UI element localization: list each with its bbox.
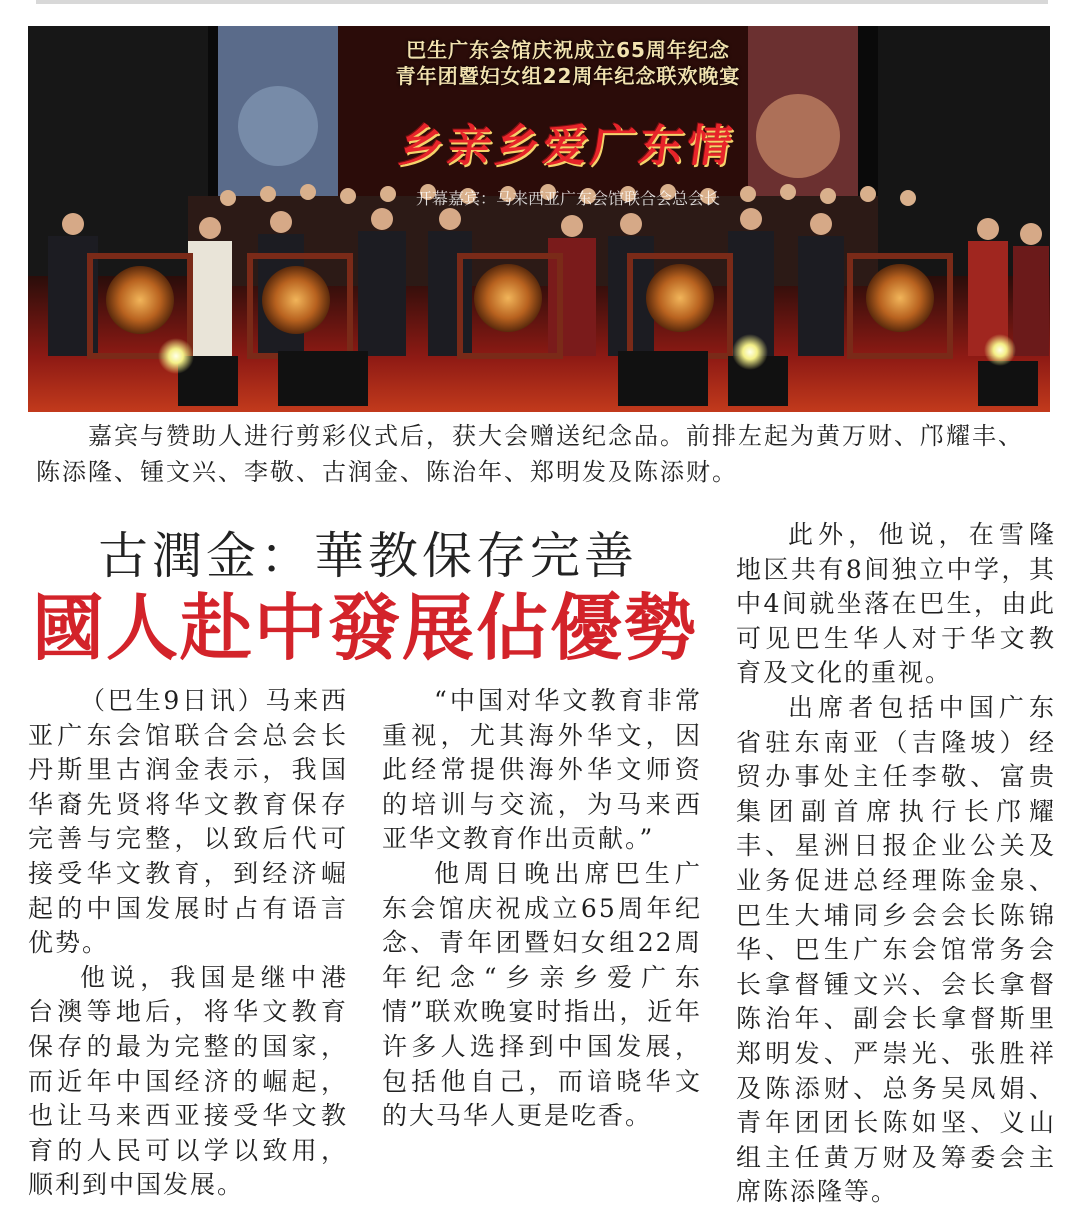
- article-headline: 國人赴中發展佔優勢: [32, 585, 699, 670]
- article-column-3: [736, 518, 1056, 1210]
- paragraph: 此外，他说，在雪隆地区共有8间独立中学，其中4间就坐落在巴生，由此可见巴生华人对于华文教育及文化的重视。: [736, 520, 1056, 688]
- banner-subtext: 开幕嘉宾：马来西亚广东会馆联合会总会长: [415, 189, 720, 208]
- article-kicker: 古潤金：華教保存完善: [98, 527, 638, 585]
- paragraph: 他周日晚出席巴生广东会馆庆祝成立65周年纪念、青年团暨妇女组22周年纪念“乡亲乡爱广东情”联欢晚宴时指出，近年许多人选择到中国发展，包括他自己，而谙晓华文的大马华人更是吃香。: [382, 858, 702, 1131]
- banner-line-2: 青年团暨妇女组22周年纪念联欢晚宴: [395, 64, 741, 88]
- article-column-1: [28, 684, 348, 1203]
- top-rule: [36, 0, 1048, 4]
- banner-title: 乡亲乡爱广东情: [395, 121, 739, 172]
- banner-line-1: 巴生广东会馆庆祝成立65周年纪念: [406, 38, 730, 62]
- photo-caption: 嘉宾与赞助人进行剪彩仪式后，获大会赠送纪念品。前排左起为黄万财、邝耀丰、陈添隆、锺文兴、李敬、古润金、陈治年、郑明发及陈添财。: [36, 422, 1024, 486]
- article-column-2: [382, 684, 702, 1134]
- paragraph: 出席者包括中国广东省驻东南亚（吉隆坡）经贸办事处主任李敬、富贵集团副首席执行长邝耀丰、星洲日报企业公关及业务促进总经理陈金泉、巴生大埔同乡会会长陈锦华、巴生广东会馆常务会长拿督锺文兴、会长拿督陈治年、副会长拿督斯里郑明发、严崇光、张胜祥及陈添财、总务吴凤娟、青年团团长陈如坚、义山组主任黄万财及筹委会主席陈添隆等。: [736, 692, 1056, 1207]
- event-photo: [28, 26, 1050, 412]
- paragraph: 他说，我国是继中港台澳等地后，将华文教育保存的最为完整的国家，而近年中国经济的崛起，也让马来西亚接受华文教育的人民可以学以致用，顺利到中国发展。: [28, 962, 348, 1200]
- paragraph: （巴生9日讯）马来西亚广东会馆联合会总会长丹斯里古润金表示，我国华裔先贤将华文教育保存完善与完整，以致后代可接受华文教育，到经济崛起的中国发展时占有语言优势。: [28, 686, 348, 958]
- paragraph: “中国对华文教育非常重视，尤其海外华文，因此经常提供海外华文师资的培训与交流，为马来西亚华文教育作出贡献。”: [382, 686, 702, 854]
